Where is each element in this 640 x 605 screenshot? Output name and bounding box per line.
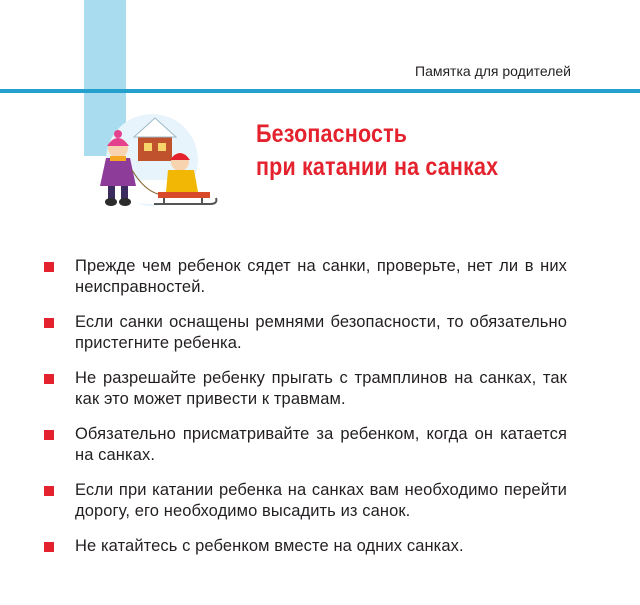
tip-text: Не разрешайте ребенку прыгать с трамплинов на санках, так как это может привести к травмам.	[75, 369, 567, 408]
list-item	[42, 368, 567, 410]
girl-boot	[105, 198, 117, 206]
title-line-1: Безопасность	[256, 120, 408, 148]
sled-seat	[158, 192, 210, 198]
square-bullet-icon	[44, 486, 54, 496]
girl-boot	[119, 198, 131, 206]
house-window	[158, 143, 166, 151]
house-wall	[138, 135, 172, 161]
tip-text: Если при катании ребенка на санках вам необходимо перейти дорогу, его необходимо высадить из санок.	[75, 481, 567, 520]
girl-leg	[121, 186, 128, 200]
girl-leg	[108, 186, 115, 200]
list-item	[42, 256, 567, 298]
square-bullet-icon	[44, 542, 54, 552]
square-bullet-icon	[44, 430, 54, 440]
list-item	[42, 536, 567, 557]
square-bullet-icon	[44, 262, 54, 272]
title-line-2: при катании на санках	[256, 153, 499, 181]
girl-coat	[100, 158, 136, 186]
header-label: Памятка для родителей	[415, 63, 571, 79]
square-bullet-icon	[44, 318, 54, 328]
tip-text: Обязательно присматривайте за ребенком, когда он катается на санках.	[75, 425, 567, 464]
girl-scarf	[110, 156, 126, 161]
square-bullet-icon	[44, 374, 54, 384]
tip-text: Прежде чем ребенок сядет на санки, проверьте, нет ли в них неисправностей.	[75, 257, 567, 296]
boy-coat	[166, 170, 198, 192]
list-item	[42, 424, 567, 466]
tip-text: Если санки оснащены ремнями безопасности, то обязательно пристегните ребенка.	[75, 313, 567, 352]
children-sledding-illustration	[80, 110, 225, 220]
header-rule	[0, 89, 640, 93]
page-title	[256, 118, 498, 184]
list-item	[42, 312, 567, 354]
girl-hat-pompom	[114, 130, 122, 138]
safety-tips-list	[42, 256, 567, 571]
house-window	[144, 143, 152, 151]
list-item	[42, 480, 567, 522]
tip-text: Не катайтесь с ребенком вместе на одних санках.	[75, 537, 464, 555]
